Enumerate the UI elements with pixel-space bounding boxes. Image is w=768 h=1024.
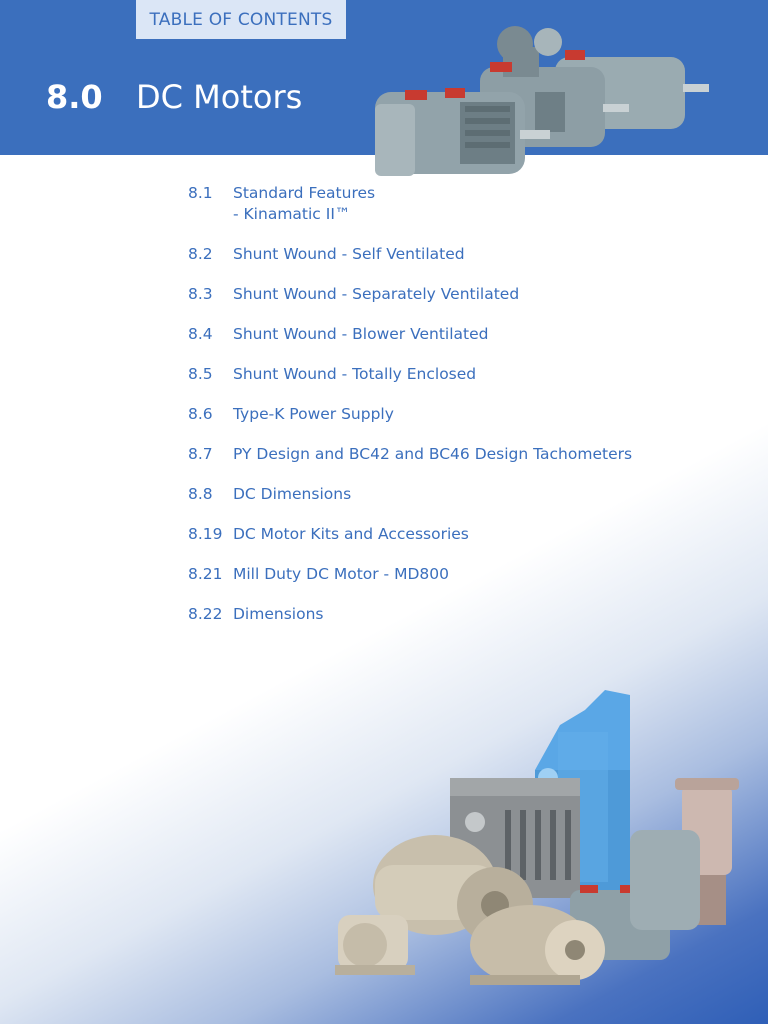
section-number: 8.0 (46, 78, 103, 116)
toc-item-8-3[interactable] (188, 284, 632, 305)
toc-item-number: 8.1 (188, 184, 213, 202)
toc-item-number: 8.2 (188, 245, 213, 263)
toc-item-label: Shunt Wound - Self Ventilated (233, 245, 465, 263)
toc-item-title: Standard Features (233, 184, 376, 202)
toc-item-number: 8.4 (188, 325, 213, 343)
toc-item-label: Shunt Wound - Totally Enclosed (233, 365, 477, 383)
toc-item-number: 8.8 (188, 485, 213, 503)
toc-item-8-1[interactable] (188, 183, 632, 225)
toc-item-number: 8.19 (188, 525, 223, 543)
toc-list (188, 183, 632, 644)
table-of-contents-tab[interactable]: TABLE OF CONTENTS (136, 0, 346, 39)
toc-item-8-2[interactable] (188, 244, 632, 265)
toc-item-number: 8.7 (188, 445, 213, 463)
toc-item-label: Shunt Wound - Blower Ventilated (233, 325, 489, 343)
toc-item-label (233, 183, 375, 225)
page-title: DC Motors (136, 78, 303, 116)
toc-item-8-8[interactable] (188, 484, 632, 505)
dc-motors-image (365, 22, 715, 182)
toc-item-number: 8.3 (188, 285, 213, 303)
toc-item-number: 8.22 (188, 605, 223, 623)
toc-item-number: 8.6 (188, 405, 213, 423)
toc-item-8-5[interactable] (188, 364, 632, 385)
toc-item-label: Mill Duty DC Motor - MD800 (233, 565, 449, 583)
toc-item-8-6[interactable] (188, 404, 632, 425)
toc-item-label: DC Dimensions (233, 485, 352, 503)
toc-item-8-7[interactable] (188, 444, 632, 465)
toc-item-number: 8.21 (188, 565, 223, 583)
toc-item-label: Type-K Power Supply (233, 405, 394, 423)
toc-item-label: Shunt Wound - Separately Ventilated (233, 285, 520, 303)
toc-item-8-21[interactable] (188, 564, 632, 585)
toc-item-8-4[interactable] (188, 324, 632, 345)
toc-item-label: Dimensions (233, 605, 324, 623)
beige-motor-small (335, 915, 415, 975)
toc-item-label: PY Design and BC42 and BC46 Design Tachometers (233, 445, 633, 463)
toc-item-label: DC Motor Kits and Accessories (233, 525, 469, 543)
motor-collage-image (330, 690, 760, 990)
toc-item-number: 8.5 (188, 365, 213, 383)
toc-item-subtitle: - Kinamatic II™ (233, 205, 351, 223)
toc-item-8-19[interactable] (188, 524, 632, 545)
toc-item-8-22[interactable] (188, 604, 632, 625)
